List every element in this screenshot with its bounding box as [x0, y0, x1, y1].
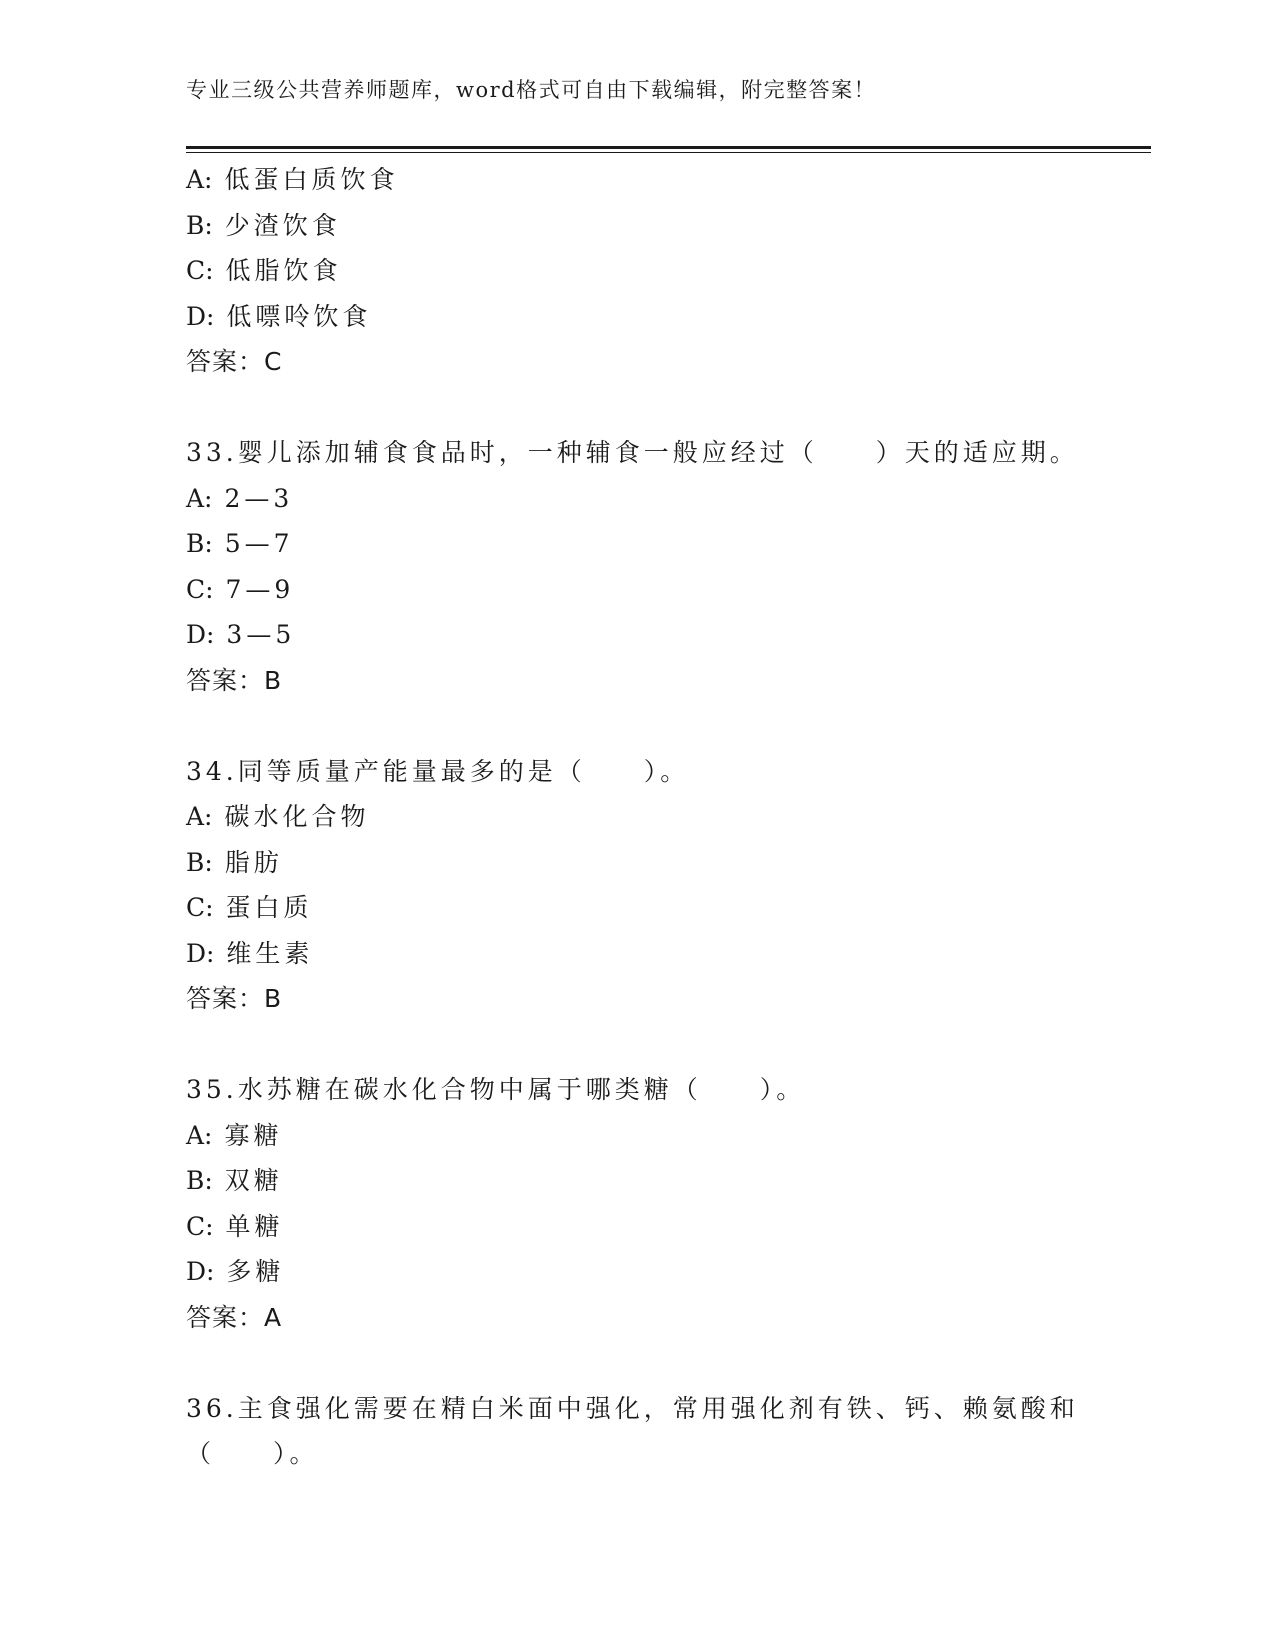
option-label: B: — [186, 529, 213, 558]
option-label: C: — [186, 893, 214, 922]
option-text: 少渣饮食 — [224, 210, 341, 240]
answer-line: 答案：B — [186, 984, 283, 1013]
option-text: 7—9 — [225, 574, 295, 604]
option-d — [186, 931, 1151, 977]
option-label: D: — [186, 620, 215, 649]
option-c — [186, 885, 1151, 931]
question-text: 34.同等质量产能量最多的是（ ）。 — [186, 756, 690, 786]
spacer — [186, 703, 1151, 749]
option-label: C: — [186, 256, 214, 285]
option-text: 低嘌呤饮食 — [226, 301, 372, 331]
option-label: D: — [186, 1257, 215, 1286]
option-d — [186, 1249, 1151, 1295]
option-label: A: — [186, 483, 213, 513]
option-b — [186, 1158, 1151, 1204]
option-label: A: — [186, 165, 213, 194]
option-c — [186, 1204, 1151, 1250]
option-a — [186, 1113, 1151, 1159]
option-d — [186, 612, 1151, 658]
spacer — [186, 1340, 1151, 1386]
header-rule-thick — [186, 146, 1151, 149]
question-36 — [186, 1386, 1151, 1477]
option-label: A: — [186, 1120, 213, 1150]
option-b — [186, 203, 1151, 249]
option-c — [186, 567, 1151, 613]
option-label: B: — [186, 847, 213, 877]
option-text: 3—5 — [226, 620, 296, 649]
option-text: 低蛋白质饮食 — [224, 165, 399, 194]
answer-line: 答案：B — [186, 665, 283, 695]
question-34 — [186, 749, 1151, 1022]
option-text: 维生素 — [226, 938, 314, 968]
option-text: 寡糖 — [224, 1120, 283, 1150]
option-text: 脂肪 — [224, 847, 283, 877]
question-content — [186, 157, 1151, 1477]
option-text: 碳水化合物 — [224, 802, 370, 831]
option-text: 低脂饮食 — [225, 256, 342, 285]
option-text: 双糖 — [224, 1166, 283, 1195]
option-label: D: — [186, 938, 215, 968]
question-35 — [186, 1067, 1151, 1340]
page-header: 专业三级公共营养师题库，word格式可自由下载编辑，附完整答案！ — [186, 78, 877, 102]
answer-line: 答案：C — [186, 347, 283, 376]
header-rule-thin — [186, 152, 1151, 153]
question-text: 33.婴儿添加辅食食品时，一种辅食一般应经过（ ）天的适应期。 — [186, 438, 1079, 467]
option-label: B: — [186, 210, 213, 240]
option-c — [186, 248, 1151, 294]
option-text: 多糖 — [226, 1257, 285, 1286]
question-32 — [186, 157, 1151, 385]
option-a — [186, 157, 1151, 203]
question-text: 36.主食强化需要在精白米面中强化，常用强化剂有铁、钙、赖氨酸和 — [186, 1393, 1079, 1423]
question-33 — [186, 430, 1151, 703]
question-text-continued: （ ）。 — [186, 1439, 319, 1468]
option-d — [186, 294, 1151, 340]
spacer — [186, 385, 1151, 431]
option-b — [186, 521, 1151, 567]
option-text: 5—7 — [224, 529, 294, 558]
option-text: 蛋白质 — [225, 893, 313, 922]
option-label: B: — [186, 1166, 213, 1195]
option-b — [186, 840, 1151, 886]
option-label: C: — [186, 1211, 214, 1241]
option-text: 单糖 — [225, 1211, 284, 1241]
question-text: 35.水苏糖在碳水化合物中属于哪类糖（ ）。 — [186, 1075, 806, 1104]
option-label: A: — [186, 802, 213, 831]
option-label: C: — [186, 574, 214, 604]
answer-line: 答案：A — [186, 1302, 283, 1332]
option-text: 2—3 — [224, 483, 294, 513]
spacer — [186, 1022, 1151, 1068]
option-a — [186, 476, 1151, 522]
option-label: D: — [186, 301, 215, 331]
option-a — [186, 794, 1151, 840]
